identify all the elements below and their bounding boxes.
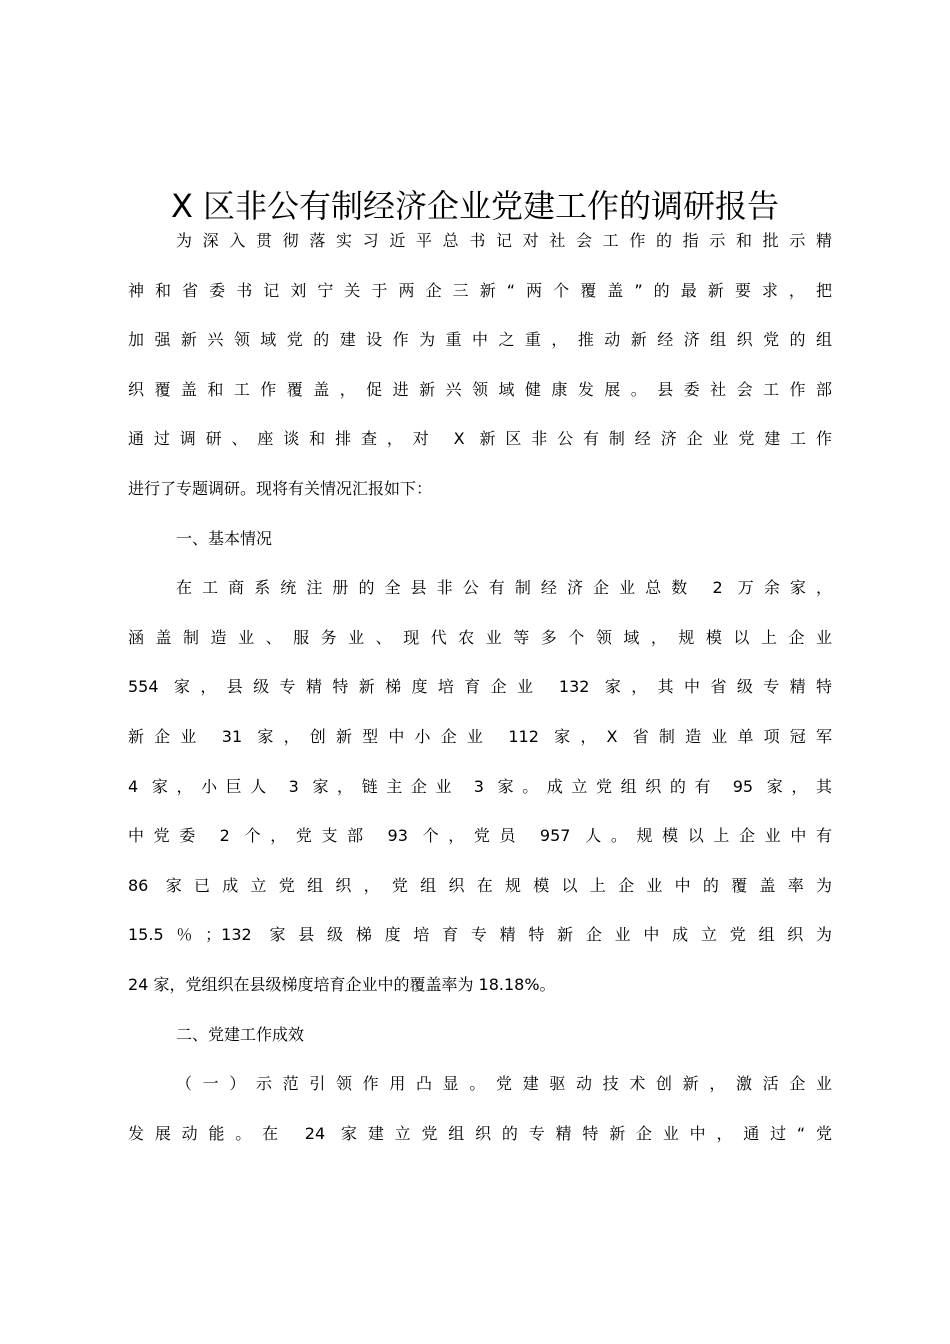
text-line: 为深入贯彻落实习近平总书记对社会工作的指示和批示精	[176, 231, 832, 250]
text-line: 在工商系统注册的全县非公有制经济企业总数 2 万余家，	[176, 578, 832, 598]
text-line: 4 家，小巨人 3 家，链主企业 3 家。成立党组织的有 95 家，其	[128, 776, 832, 796]
section-heading-basic	[128, 526, 832, 576]
text-line: 进行了专题调研。现将有关情况汇报如下：	[128, 478, 433, 498]
section-heading: 二、党建工作成效	[176, 1024, 305, 1044]
text-line: 24 家，党组织在县级梯度培育企业中的覆盖率为 18.18%。	[128, 974, 556, 994]
document-title: X 区非公有制经济企业党建工作的调研报告	[170, 187, 780, 225]
paragraph-basic	[128, 575, 832, 1021]
section-heading-effect	[128, 1022, 832, 1072]
document-body	[128, 228, 832, 1170]
paragraph-intro	[128, 228, 832, 526]
text-line: 通过调研、座谈和排查，对 X 新区非公有制经济企业党建工作	[128, 429, 832, 449]
paragraph-effect-1	[128, 1071, 832, 1170]
text-line: （一）示范引领作用凸显。党建驱动技术创新，激活企业	[176, 1074, 832, 1094]
text-line: 新企业 31 家，创新型中小企业 112 家，X 省制造业单项冠军	[128, 726, 832, 746]
text-line: 织覆盖和工作覆盖，促进新兴领域健康发展。县委社会工作部	[128, 379, 832, 399]
text-line: 554 家，县级专精特新梯度培育企业 132 家，其中省级专精特	[128, 677, 832, 697]
text-line: 加强新兴领域党的建设作为重中之重，推动新经济组织党的组	[128, 330, 832, 350]
section-heading: 一、基本情况	[176, 528, 273, 548]
text-line: 发展动能。在 24 家建立党组织的专精特新企业中，通过“党	[128, 1123, 832, 1143]
text-line: 涵盖制造业、服务业、现代农业等多个领域，规模以上企业	[128, 627, 832, 647]
text-line: 86 家已成立党组织，党组织在规模以上企业中的覆盖率为	[128, 875, 832, 895]
text-line: 15.5％；132 家县级梯度培育专精特新企业中成立党组织为	[128, 925, 832, 945]
text-line: 神和省委书记刘宁关于两企三新“两个覆盖”的最新要求，把	[128, 280, 832, 300]
text-line: 中党委 2 个，党支部 93 个，党员 957 人。规模以上企业中有	[128, 826, 832, 846]
